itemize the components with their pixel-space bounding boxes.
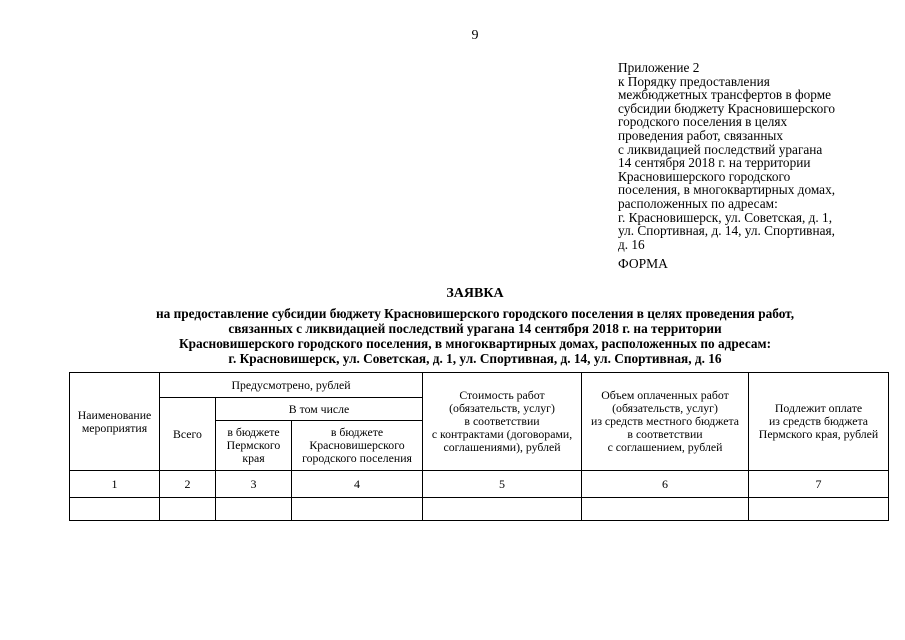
appendix-line: межбюджетных трансфертов в форме: [618, 87, 832, 103]
header-text: Подлежит оплате: [774, 401, 863, 415]
column-number-cell: 5: [423, 471, 582, 498]
appendix-line: с ликвидацией последствий урагана: [618, 141, 823, 157]
column-number-row: [70, 471, 889, 498]
empty-cell: [423, 498, 582, 521]
appendix-line: к Порядку предоставления: [618, 73, 770, 89]
appendix-line: ул. Спортивная, д. 14, ул. Спортивная,: [618, 223, 835, 239]
column-number-cell: 3: [216, 471, 292, 498]
empty-cell: [70, 498, 160, 521]
column-number-cell: 2: [160, 471, 216, 498]
column-number-cell: 4: [292, 471, 423, 498]
empty-cell: [749, 498, 889, 521]
header-local-budget-cell: [292, 421, 423, 471]
appendix-line: городского поселения в целях: [618, 114, 788, 130]
header-text: мероприятия: [81, 420, 148, 435]
header-row: [70, 373, 889, 398]
empty-cell: [216, 498, 292, 521]
empty-data-row: [70, 498, 889, 521]
column-number-cell: 6: [582, 471, 749, 498]
header-perm-budget-cell: [216, 421, 292, 471]
header-text: в соответствии: [464, 414, 540, 428]
document-subtitle: [60, 306, 890, 366]
appendix-block: [618, 61, 888, 251]
header-provided-cell: Предусмотрено, рублей: [160, 373, 423, 398]
appendix-line: расположенных по адресам:: [618, 195, 778, 211]
header-text: из средств бюджета: [768, 414, 869, 428]
appendix-line: г. Красновишерск, ул. Советская, д. 1,: [618, 209, 833, 225]
appendix-line: Красновишерского городского: [618, 168, 791, 184]
header-text: с контрактами (договорами,: [431, 427, 573, 441]
appendix-line: поселения, в многоквартирных домах,: [618, 182, 836, 198]
header-text: Пермского: [226, 438, 281, 452]
subtitle-line: связанных с ликвидацией последствий урагана 14 сентября 2018 г. на территории: [228, 321, 722, 336]
header-text: с соглашением, рублей: [607, 440, 723, 454]
header-including-cell: В том числе: [216, 398, 423, 421]
header-text: Объем оплаченных работ: [601, 388, 729, 402]
header-payable-cell: [749, 373, 889, 471]
empty-cell: [292, 498, 423, 521]
header-text: Красновишерского: [309, 438, 405, 452]
empty-cell: [582, 498, 749, 521]
subtitle-line: Красновишерского городского поселения, в многоквартирных домах, расположенных по адресам:: [178, 336, 772, 351]
appendix-line: проведения работ, связанных: [618, 127, 784, 143]
header-text: Стоимость работ: [459, 388, 545, 402]
header-text: (обязательств, услуг): [612, 401, 718, 415]
header-text: Наименование: [77, 407, 152, 422]
header-text: в бюджете: [330, 425, 384, 439]
header-text: (обязательств, услуг): [449, 401, 555, 415]
header-text: края: [242, 451, 265, 465]
header-paid-cell: [582, 373, 749, 471]
appendix-line: 14 сентября 2018 г. на территории: [618, 155, 811, 171]
header-text: в бюджете: [227, 425, 280, 439]
column-number-cell: 1: [70, 471, 160, 498]
header-total-cell: Всего: [160, 398, 216, 471]
column-number-cell: 7: [749, 471, 889, 498]
appendix-line: Приложение 2: [618, 60, 700, 75]
header-cost-cell: [423, 373, 582, 471]
document-title: ЗАЯВКА: [446, 286, 504, 301]
page-number: 9: [471, 28, 479, 43]
header-text: Пермского края, рублей: [758, 427, 879, 441]
subtitle-line: г. Красновишерск, ул. Советская, д. 1, ул. Спортивная, д. 14, ул. Спортивная, д. 16: [228, 351, 722, 366]
form-label: ФОРМА: [618, 256, 668, 271]
header-text: из средств местного бюджета: [591, 414, 740, 428]
header-text: в соответствии: [627, 427, 703, 441]
header-text: соглашениями), рублей: [443, 440, 561, 454]
header-text: городского поселения: [302, 451, 412, 465]
subtitle-line: на предоставление субсидии бюджету Красновишерского городского поселения в целях проведения работ,: [155, 306, 795, 321]
application-table: [69, 372, 889, 521]
header-name-cell: [70, 373, 160, 471]
empty-cell: [160, 498, 216, 521]
appendix-line: д. 16: [618, 236, 645, 252]
appendix-line: субсидии бюджету Красновишерского: [618, 100, 835, 116]
